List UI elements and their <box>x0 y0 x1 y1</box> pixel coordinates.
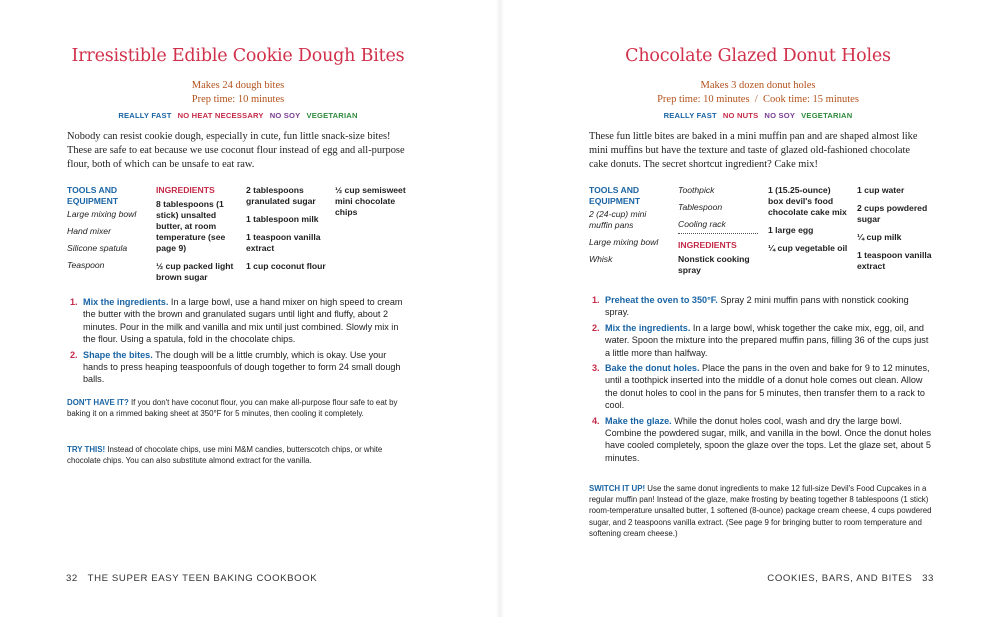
recipe-title: Chocolate Glazed Donut Holes <box>625 46 891 66</box>
tool-item: Whisk <box>589 254 613 264</box>
recipe-intro: These fun little bites are baked in a mini muffin pan and are shaped almost like mini muffins but have the texture and taste of glazed old-fashioned chocolate cake donuts. The secret shortcut ingredient? Cake mix! <box>589 131 918 170</box>
note-text: If you don't have coconut flour, you can make all-purpose flour safe to eat by baking it on a rimmed baking sheet at 350°F for 5 minutes, then cooling it completely. <box>67 398 398 419</box>
right-footer <box>767 573 934 584</box>
left-footer <box>66 573 317 584</box>
ingredient-item: ½ cup semisweet mini chocolate chips <box>335 185 406 217</box>
tag-really-fast: REALLY FAST <box>663 111 717 120</box>
step-2 <box>70 349 410 386</box>
step-4 <box>592 415 934 465</box>
tag-no-soy: NO SOY <box>269 111 301 120</box>
step-text: In a large bowl, whisk together the cake mix, egg, oil, and water. Spoon the mixture into the prepared muffin pans, filling 36 of the cups just a little more than halfway. <box>605 322 929 358</box>
running-head: COOKIES, BARS, AND BITES <box>767 573 913 584</box>
ingredients-column-3 <box>768 185 848 261</box>
ingredients-heading: INGREDIENTS <box>678 240 737 250</box>
ingredient-item: 1 (15.25-ounce) box devil's food chocolate cake mix <box>768 185 847 217</box>
ingredients-column-4 <box>857 185 935 279</box>
ingredient-item: 2 tablespoons granulated sugar <box>246 185 316 206</box>
step-heading: Mix the ingredients. <box>605 322 691 333</box>
ingredient-item: 1 cup coconut flour <box>246 261 326 271</box>
step-number: 2. <box>592 322 600 333</box>
step-heading: Make the glaze. <box>605 415 672 426</box>
time-separator: / <box>754 94 758 105</box>
step-number: 4. <box>592 415 600 426</box>
right-page <box>500 0 1000 617</box>
tools-column <box>67 185 151 271</box>
tag-really-fast: REALLY FAST <box>118 111 172 120</box>
ingredient-item: 1 cup water <box>857 185 905 195</box>
ingredient-item: 2 cups powdered sugar <box>857 203 928 224</box>
step-number: 1. <box>70 297 78 307</box>
ingredients-column-1 <box>156 185 240 290</box>
tool-item: Cooling rack <box>678 219 758 234</box>
step-heading: Preheat the oven to 350°F. <box>605 295 718 305</box>
step-1 <box>592 294 934 319</box>
tools-ingredients-column-2 <box>678 185 758 283</box>
tool-item: 2 (24-cup) mini muffin pans <box>589 209 647 230</box>
step-number: 2. <box>70 349 78 360</box>
tool-item: Hand mixer <box>67 226 111 236</box>
recipe-prep-time: Prep time: 10 minutes <box>191 94 285 105</box>
tools-heading: TOOLS AND <box>589 185 640 195</box>
tools-heading: TOOLS AND <box>67 185 118 195</box>
step-text: The dough will be a little crumbly, which is okay. Use your hands to press heaping teaspoonfuls of dough together to form 24 small dough balls. <box>83 349 401 385</box>
step-heading: Shape the bites. <box>83 349 153 360</box>
note-text: Use the same donut ingredients to make 12 full-size Devil's Food Cupcakes in a regular muffin pan! Instead of the glaze, make frosting by beating together 8 tablespoons (1 stick) room-temperature unsalted butter, 1 softened (8-ounce) package cream cheese, 4 cups powdered sugar, and 2 teaspoons vanilla extract. (See page 9 for bringing butter to room temperature and softening cream cheese.) <box>589 484 932 538</box>
ingredients-heading: INGREDIENTS <box>156 185 215 195</box>
tool-item: Tablespoon <box>678 202 723 212</box>
step-number: 1. <box>592 295 600 305</box>
ingredients-column-2 <box>246 185 330 279</box>
ingredient-item: 8 tablespoons (1 stick) unsalted butter, at room temperature (see page 9) <box>156 199 226 253</box>
recipe-tags <box>0 111 476 120</box>
step-heading: Mix the ingredients. <box>83 297 169 307</box>
tool-item: Teaspoon <box>67 260 105 270</box>
tag-vegetarian: VEGETARIAN <box>306 111 358 120</box>
tools-column <box>589 185 671 265</box>
step-text: While the donut holes cool, wash and dry the large bowl. Combine the powdered sugar, milk, and vanilla in the bowl. Once the donut holes have cooled completely, spoon the glaze over the tops. Let the glaze set, about 5 minutes. <box>605 415 932 463</box>
recipe-yield: Makes 3 dozen donut holes <box>700 80 816 91</box>
note-heading: TRY THIS! <box>67 445 106 454</box>
tool-item: Toothpick <box>678 185 715 195</box>
ingredient-item: ¼ cup vegetable oil <box>768 243 848 253</box>
ingredients-column-3 <box>335 185 411 225</box>
step-3 <box>592 362 934 412</box>
tool-item: Silicone spatula <box>67 243 128 253</box>
step-text: Place the pans in the oven and bake for 9 to 12 minutes, until a toothpick inserted into the middle of a donut hole comes out clean. Allow the donut holes to cool in the pans for 5 minutes, then transfer them to a rack to cool. <box>605 363 930 411</box>
recipe-intro: Nobody can resist cookie dough, especially in cute, fun little snack-size bites! These are safe to eat because we use coconut flour instead of egg and all-purpose flour, both of which can be unsafe to eat raw. <box>67 131 405 170</box>
recipe-title: Irresistible Edible Cookie Dough Bites <box>71 46 405 66</box>
tools-heading-2: EQUIPMENT <box>589 196 641 206</box>
tag-vegetarian: VEGETARIAN <box>801 111 853 120</box>
step-heading: Bake the donut holes. <box>605 363 700 374</box>
recipe-prep-time: Prep time: 10 minutes <box>657 94 750 105</box>
ingredient-item: 1 teaspoon vanilla extract <box>857 250 932 271</box>
note-heading: DON'T HAVE IT? <box>67 398 129 407</box>
tag-no-nuts: NO NUTS <box>722 111 759 120</box>
page-number: 33 <box>922 573 934 584</box>
ingredient-item: ¼ cup milk <box>857 232 902 242</box>
running-head: THE SUPER EASY TEEN BAKING COOKBOOK <box>87 573 318 584</box>
recipe-steps <box>70 296 410 389</box>
recipe-steps <box>592 294 934 467</box>
step-text: In a large bowl, use a hand mixer on high speed to cream the butter with the brown and granulated sugars until light and fluffy, about 2 minutes. Pour in the milk and vanilla and mix until just combined. Slowly mix in the flour. Using a spatula, fold in the chocolate chips. <box>83 297 403 345</box>
tag-no-heat: NO HEAT NECESSARY <box>177 111 264 120</box>
ingredient-item: Nonstick cooking spray <box>678 254 750 275</box>
recipe-cook-time: Cook time: 15 minutes <box>762 94 859 105</box>
tool-item: Large mixing bowl <box>67 209 137 219</box>
dont-have-it-note <box>67 397 411 419</box>
ingredient-item: 1 tablespoon milk <box>246 214 319 224</box>
step-2 <box>592 322 934 359</box>
recipe-tags <box>520 111 996 120</box>
ingredient-item: ½ cup packed light brown sugar <box>156 261 234 282</box>
note-heading: SWITCH IT UP! <box>589 484 646 493</box>
page-number: 32 <box>66 573 78 584</box>
tag-no-soy: NO SOY <box>764 111 796 120</box>
try-this-note <box>67 444 411 466</box>
ingredient-item: 1 large egg <box>768 225 814 235</box>
step-number: 3. <box>592 363 600 374</box>
tools-heading-2: EQUIPMENT <box>67 196 119 206</box>
note-text: Instead of chocolate chips, use mini M&M candies, butterscotch chips, or white chocolate chips. You can also substitute almond extract for the vanilla. <box>67 445 383 466</box>
step-text: Spray 2 mini muffin pans with nonstick cooking spray. <box>605 295 909 318</box>
tool-item: Large mixing bowl <box>589 237 659 247</box>
switch-it-up-note <box>589 483 933 539</box>
ingredient-item: 1 teaspoon vanilla extract <box>246 232 321 253</box>
step-1 <box>70 296 410 346</box>
recipe-times <box>520 94 996 105</box>
recipe-yield: Makes 24 dough bites <box>191 80 285 91</box>
